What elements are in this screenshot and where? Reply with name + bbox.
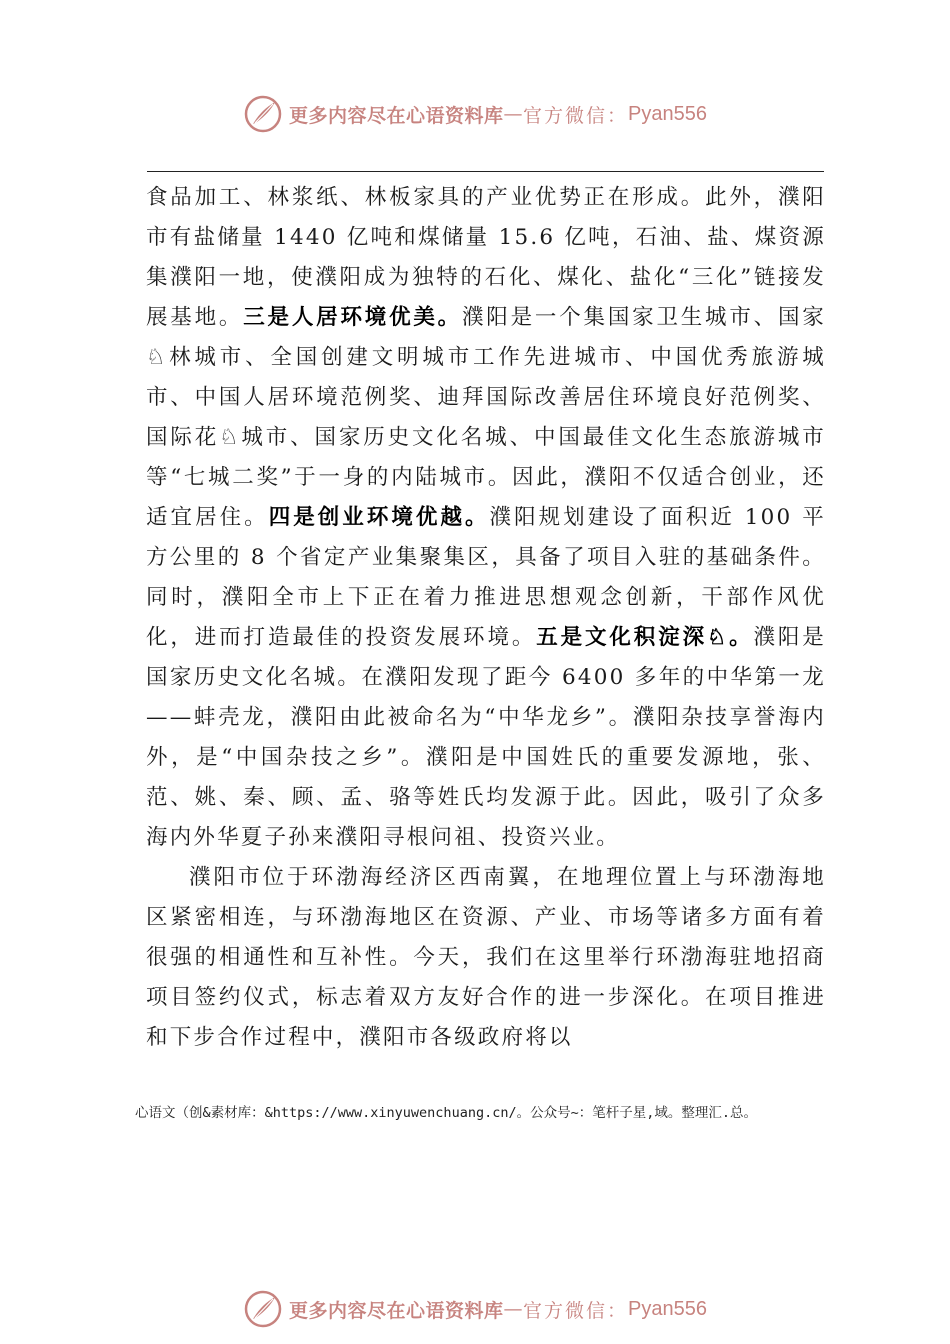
banner-wechat-label: 官方微信： [523, 104, 629, 127]
text-run: 濮阳规划建设了面积近 100 平方公里的 8 个省定产业集聚集区，具备了项目入驻的基础条件。同时，濮阳全市上下正在着力推进思想观念创新，干部作风优化，进而打造最佳的投资发展环境。 [146, 505, 826, 650]
text-run: 濮阳是一个集国家卫生城市、国家♘林城市、全国创建文明城市工作先进城市、中国优秀旅游城市、中国人居环境范例奖、迪拜国际改善居住环境良好范例奖、国际花♘城市、国家历史文化名城、中国最佳文化生态旅游城市等“七城二奖”于一身的内陆城市。因此，濮阳不仅适合创业，还适宜居住。 [146, 305, 826, 530]
footnote: 心语文（创&素材库：&https://www.xinyuwenchuang.cn/。公众号~：笔杆子星,域。整理汇.总。 [135, 1105, 757, 1121]
feather-logo-icon [243, 94, 283, 134]
banner-dash: — [503, 103, 524, 125]
header-rule [147, 171, 824, 172]
banner-wechat-id: Pyan556 [628, 102, 707, 125]
banner-main-text: 更多内容尽在心语资料库 [289, 104, 504, 127]
paragraph-1 [146, 178, 826, 858]
feather-logo-icon [243, 1289, 283, 1329]
banner-wechat-label: 官方微信： [523, 1299, 629, 1322]
banner-wechat-id: Pyan556 [628, 1297, 707, 1320]
header-banner [0, 92, 950, 136]
heading-four: 四是创业环境优越。 [268, 505, 490, 530]
heading-five: 五是文化积淀深♘。 [536, 625, 754, 650]
text-run: 食品加工、林浆纸、林板家具的产业优势正在形成。此外，濮阳市有盐储量 1440 亿吨和煤储量 15.6 亿吨，石油、盐、煤资源集濮阳一地，使濮阳成为独特的石化、煤化、盐化“三化”链接发展基地。 [146, 185, 826, 330]
footer-banner [0, 1287, 950, 1331]
banner-main-text: 更多内容尽在心语资料库 [289, 1299, 504, 1322]
heading-three: 三是人居环境优美。 [243, 305, 462, 330]
banner-dash: — [503, 1298, 524, 1320]
text-run: 濮阳是国家历史文化名城。在濮阳发现了距今 6400 多年的中华第一龙——蚌壳龙，濮阳由此被命名为“中华龙乡”。濮阳杂技享誉海内外，是“中国杂技之乡”。濮阳是中国姓氏的重要发源地，张、范、姚、秦、顾、孟、骆等姓氏均发源于此。因此，吸引了众多海内外华夏子孙来濮阳寻根问祖、投资兴业。 [146, 625, 826, 850]
paragraph-2: 濮阳市位于环渤海经济区西南翼，在地理位置上与环渤海地区紧密相连，与环渤海地区在资源、产业、市场等诸多方面有着很强的相通性和互补性。今天，我们在这里举行环渤海驻地招商项目签约仪式，标志着双方友好合作的进一步深化。在项目推进和下步合作过程中，濮阳市各级政府将以 [146, 865, 826, 1050]
document-body [146, 178, 826, 1058]
